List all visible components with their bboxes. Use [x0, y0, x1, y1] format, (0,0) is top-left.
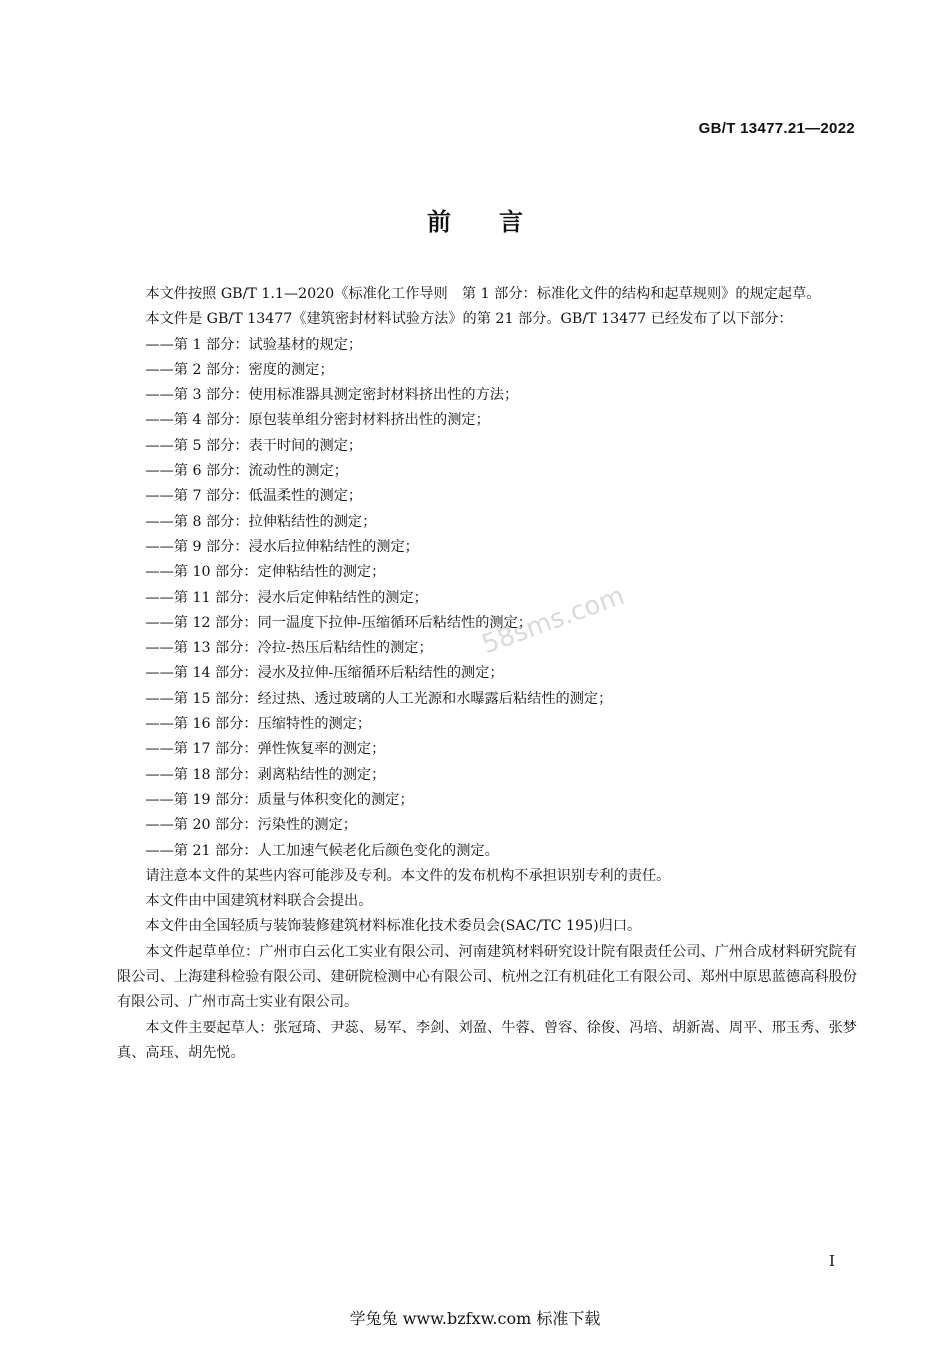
list-item: ——第 19 部分：质量与体积变化的测定； — [145, 791, 414, 808]
intro-paragraph: 本文件按照 GB/T 1.1—2020《标准化工作导则 第 1 部分：标准化文件的结构和起草规则》的规定起草。 — [145, 286, 821, 302]
drafting-units: 本文件起草单位：广州市白云化工实业有限公司、河南建筑材料研究设计院有限责任公司、广州合成材料研究院有限公司、上海建科检验有限公司、建研院检测中心有限公司、杭州之江有机硅化工有限公司、郑州中原思蓝德高科股份有限公司、广州市高士实业有限公司。 — [117, 943, 857, 1011]
list-item: ——第 18 部分：剥离粘结性的测定； — [145, 766, 386, 783]
list-item: ——第 10 部分：定伸粘结性的测定； — [145, 564, 386, 581]
parts-list — [117, 333, 857, 864]
proposer-statement: 本文件由中国建筑材料联合会提出。 — [145, 893, 373, 910]
committee-statement: 本文件由全国轻质与装饰装修建筑材料标准化技术委员会(SAC/TC 195)归口。 — [145, 918, 642, 935]
document-body — [117, 282, 857, 1066]
list-item: ——第 3 部分：使用标准器具测定密封材料挤出性的方法； — [145, 387, 519, 404]
intro-paragraph: 本文件是 GB/T 13477《建筑密封材料试验方法》的第 21 部分。GB/T 13477 已经发布了以下部分： — [145, 311, 793, 328]
list-item: ——第 15 部分：经过热、透过玻璃的人工光源和水曝露后粘结性的测定； — [145, 690, 613, 707]
page-title: 前言 — [427, 208, 571, 236]
list-item: ——第 16 部分：压缩特性的测定； — [145, 716, 372, 733]
list-item: ——第 21 部分：人工加速气候老化后颜色变化的测定。 — [145, 842, 499, 859]
footer-banner: 学兔兔 www.bzfxw.com 标准下载 — [349, 1309, 601, 1328]
list-item: ——第 9 部分：浸水后拉伸粘结性的测定； — [145, 538, 419, 555]
list-item: ——第 20 部分：污染性的测定； — [145, 817, 357, 834]
list-item: ——第 12 部分：同一温度下拉伸-压缩循环后粘结性的测定； — [145, 614, 532, 631]
standard-number: GB/T 13477.21—2022 — [698, 120, 855, 137]
patent-notice: 请注意本文件的某些内容可能涉及专利。本文件的发布机构不承担识别专利的责任。 — [145, 867, 671, 884]
list-item: ——第 2 部分：密度的测定； — [145, 361, 334, 378]
list-item: ——第 13 部分：冷拉-热压后粘结性的测定； — [145, 640, 433, 657]
list-item: ——第 4 部分：原包装单组分密封材料挤出性的测定； — [145, 412, 490, 429]
list-item: ——第 14 部分：浸水及拉伸-压缩循环后粘结性的测定； — [145, 665, 504, 682]
drafters: 本文件主要起草人：张冠琦、尹蕊、易军、李剑、刘盈、牛蓉、曾容、徐俊、冯培、胡新嵩、周平、邢玉秀、张梦真、高珏、胡先悦。 — [117, 1019, 857, 1061]
list-item: ——第 11 部分：浸水后定伸粘结性的测定； — [145, 589, 428, 606]
page-number: I — [829, 1252, 835, 1270]
list-item: ——第 8 部分：拉伸粘结性的测定； — [145, 513, 377, 530]
list-item: ——第 6 部分：流动性的测定； — [145, 463, 348, 480]
list-item: ——第 7 部分：低温柔性的测定； — [145, 488, 363, 505]
list-item: ——第 1 部分：试验基材的规定； — [145, 336, 363, 353]
list-item: ——第 17 部分：弹性恢复率的测定； — [145, 741, 386, 758]
watermark: 58sms.com — [478, 580, 629, 661]
list-item: ——第 5 部分：表干时间的测定； — [145, 437, 363, 454]
